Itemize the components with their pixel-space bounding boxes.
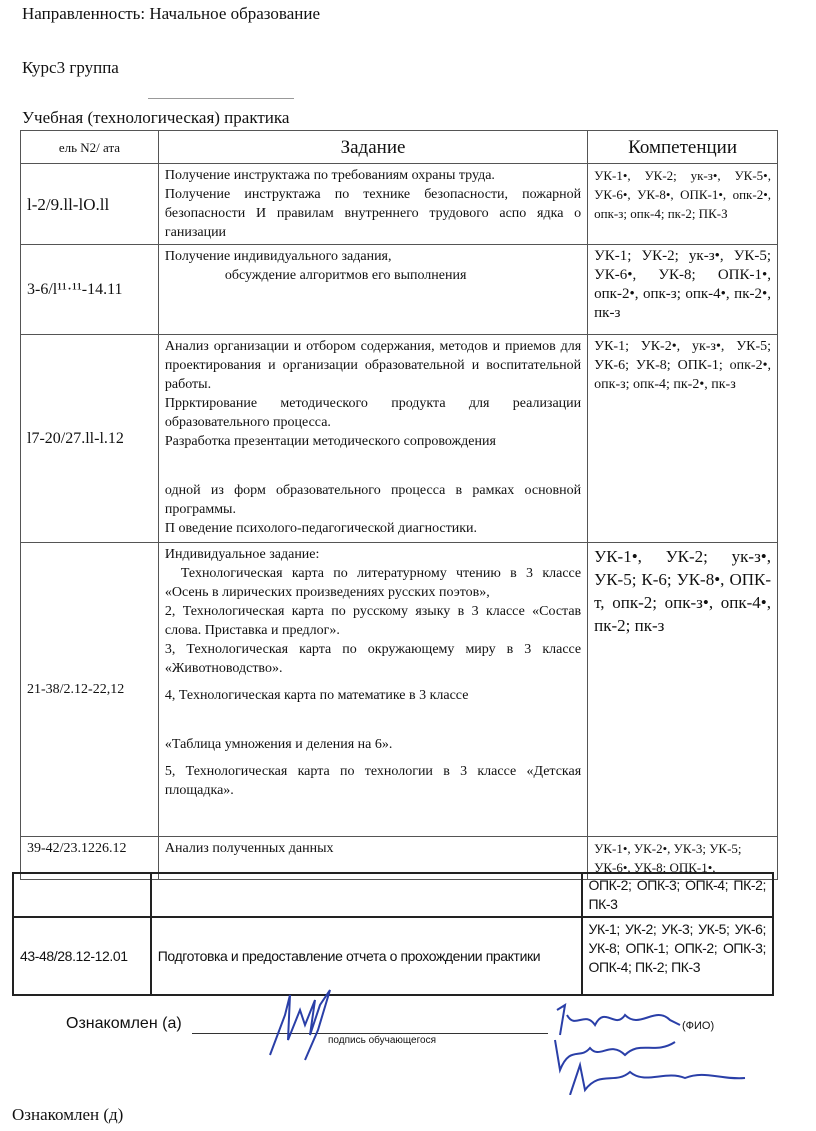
signature-caption: подпись обучающегося <box>328 1035 437 1046</box>
row-task <box>158 164 587 245</box>
task-line: Разработка презентации методического сопровождения <box>164 434 496 449</box>
row-task <box>158 245 587 335</box>
task-line: Получение инструктажа по требованиям охраны труда. <box>164 168 495 183</box>
task-line: П оведение психолого-педагогической диагностики. <box>164 521 478 536</box>
row-comp: ОПК-2; ОПК-3; ОПК-4; ПК-2; ПК-3 <box>582 873 774 917</box>
task-line: 5, Технологическая карта по технологии в 3 классе «Детская площадка». <box>164 764 582 798</box>
task-line: Индивидуальное задание: <box>164 547 320 562</box>
col-task: Задание <box>158 131 587 164</box>
course-line: Курс3 группа <box>22 58 119 77</box>
table-row <box>21 164 778 245</box>
row-date: 43-48/28.12-12.01 <box>13 917 151 995</box>
task-line: «Таблица умножения и деления на 6». <box>164 737 393 752</box>
row-task <box>158 543 587 837</box>
row-task: Анализ полученных данных <box>158 837 587 880</box>
row-task: Подготовка и предоставление отчета о прохождении практики <box>151 917 582 995</box>
row-date: l-2/9.ll-lO.ll <box>21 164 159 245</box>
task-line: Пррктирование методического продукта для реализации образовательного процесса. <box>164 396 582 430</box>
table-row <box>13 873 773 917</box>
table-row <box>21 543 778 837</box>
row-task <box>158 335 587 543</box>
fio-label: (ФИО) <box>682 1020 715 1032</box>
row-task <box>151 873 582 917</box>
handwritten-name <box>545 1000 785 1095</box>
row-comp: УК-1; УК-2; УК-3; УК-5; УК-6; УК-8; ОПК-1; ОПК-2; ОПК-3; ОПК-4; ПК-2; ПК-3 <box>582 917 774 995</box>
task-line: Технологическая карта по литературному чтению в 3 классе «Осень в лирических произведениях русских поэтов», <box>164 566 582 600</box>
student-signature <box>260 985 350 1065</box>
practice-table-continued <box>12 872 774 996</box>
row-comp: УК-1; УК-2; ук-з•, УК-5; УК-6•, УК-8; ОПК-1•, опк-2•, опк-з; опк-4•, пк-2•, пк-з <box>588 245 778 335</box>
practice-title: Учебная (технологическая) практика <box>22 108 290 127</box>
direction-line: Направленность: Начальное образование <box>22 4 321 23</box>
task-line: 4, Технологическая карта по математике в 3 классе <box>164 688 469 703</box>
table-row <box>13 917 773 995</box>
row-comp: УК-1•, УК-2•, УК-3; УК-5; УК-6•, УК-8; ОПК-1•, <box>588 837 778 880</box>
task-line: одной из форм образовательного процесса в рамках основной программы. <box>164 483 582 517</box>
col-date: ель N2/ ата <box>21 131 159 164</box>
row-date: 39-42/23.1226.12 <box>21 837 159 880</box>
row-date: 21-38/2.12-22,12 <box>21 543 159 837</box>
table-row <box>21 245 778 335</box>
signature-label: Ознакомлен (а) <box>66 1015 182 1032</box>
task-line: 3, Технологическая карта по окружающему миру в 3 классе «Животноводство». <box>164 642 582 676</box>
col-comp: Компетенции <box>588 131 778 164</box>
row-comp: УК-1•, УК-2; ук-з•, УК-5; К-6; УК-8•, ОПК-т, опк-2; опк-з•, опк-4•, пк-2; пк-з <box>588 543 778 837</box>
task-line: Анализ организации и отбором содержания, методов и приемов для проектирования и организации образовательной и воспитательной работы. <box>164 339 582 392</box>
underline <box>148 98 294 99</box>
row-comp: УК-1•, УК-2; ук-з•, УК-5•, УК-6•, УК-8•, ОПК-1•, опк-2•, опк-з; опк-4; пк-2; ПК-З <box>588 164 778 245</box>
task-line: 2, Технологическая карта по русскому языку в 3 классе «Состав слова. Приставка и предлог». <box>164 604 582 638</box>
signature-line <box>192 1033 548 1034</box>
task-line: обсуждение алгоритмов его выполнения <box>224 268 467 283</box>
row-date: l7-20/27.ll-l.12 <box>21 335 159 543</box>
task-line: Получение инструктажа по технике безопасности, пожарной безопасности И правилам внутреннего трудового аспо ядка о ганизации <box>164 187 582 240</box>
row-date: 3-6/l¹¹·¹¹-14.11 <box>21 245 159 335</box>
footer-label: Ознакомлен (д) <box>12 1105 124 1124</box>
practice-table <box>20 130 778 880</box>
row-comp: УК-1; УК-2•, ук-з•, УК-5; УК-6; УК-8; ОПК-1; опк-2•, опк-з; опк-4; пк-2•, пк-з <box>588 335 778 543</box>
row-date <box>13 873 151 917</box>
table-row <box>21 335 778 543</box>
task-line: Получение индивидуального задания, <box>164 249 392 264</box>
